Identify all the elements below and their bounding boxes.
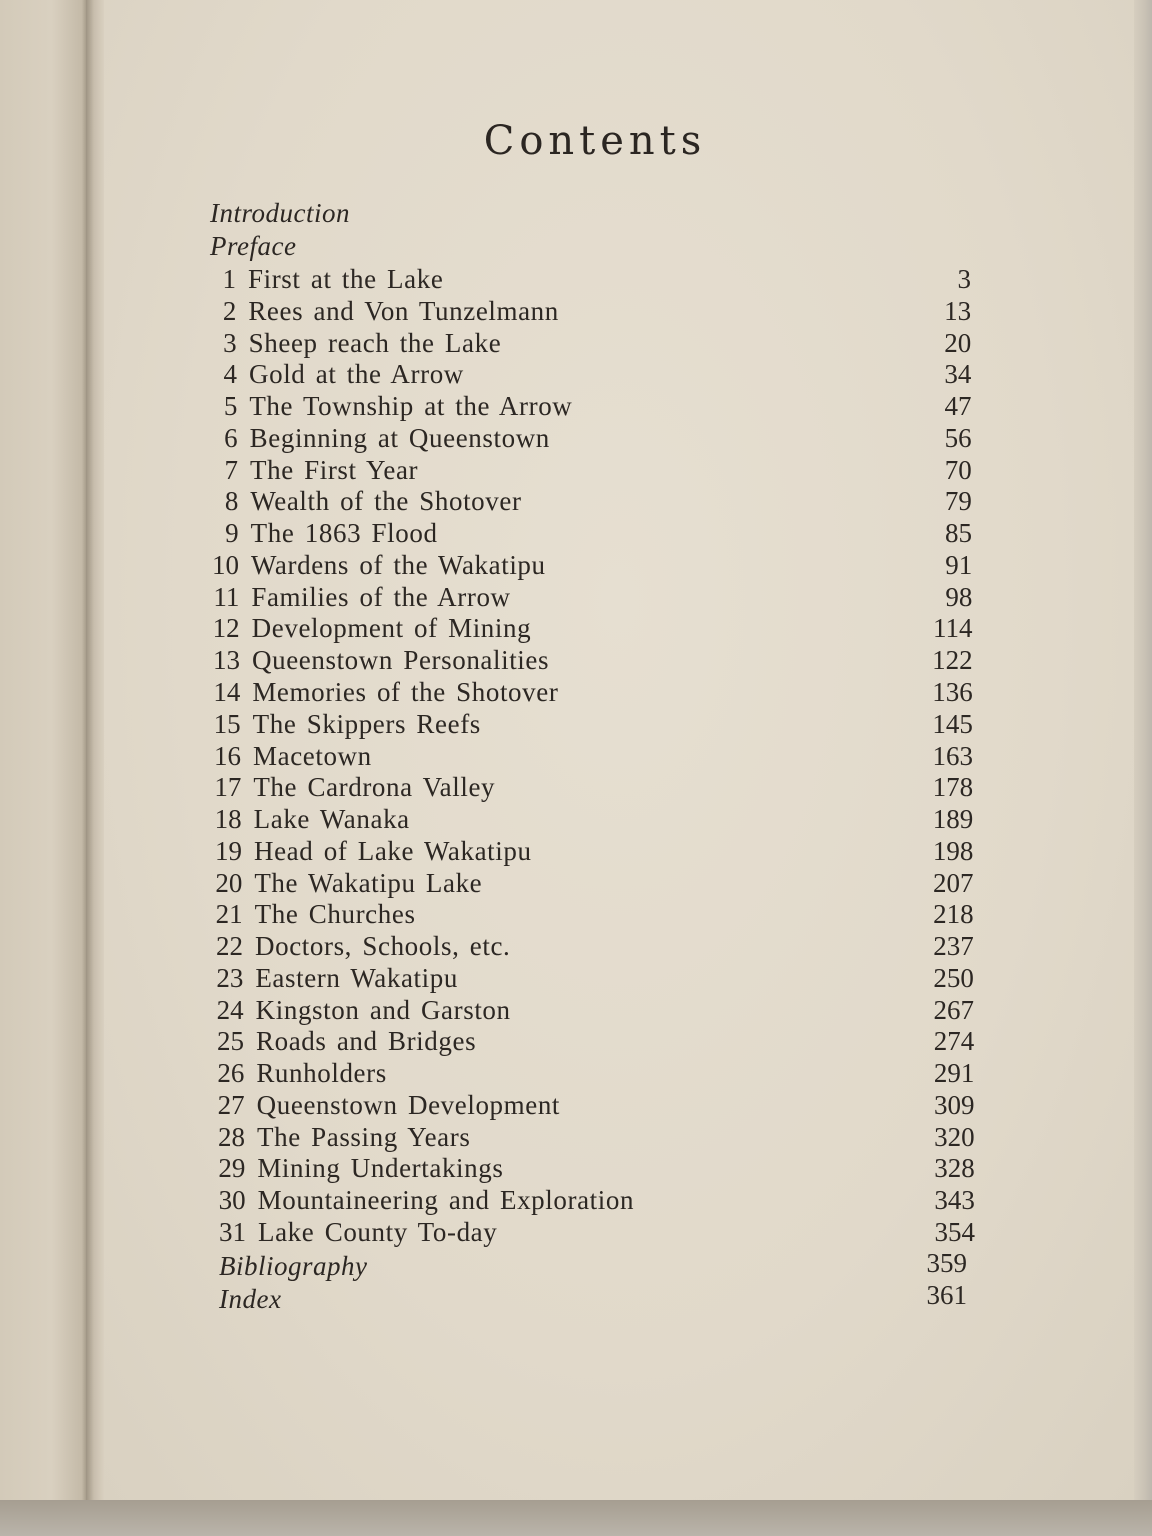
chapter-number: 23: [216, 962, 244, 993]
chapter-page-number: 98: [945, 581, 973, 612]
chapter-page-number: 189: [932, 804, 974, 835]
toc-row: [209, 359, 979, 391]
chapter-number: 22: [216, 931, 243, 962]
chapter-page-number: 328: [934, 1153, 975, 1184]
chapter-number: 30: [218, 1185, 246, 1216]
chapter-title: Gold at the Arrow: [249, 359, 464, 390]
chapter-page-number: 79: [944, 486, 972, 517]
chapter-title: Doctors, Schools, etc.: [255, 931, 511, 962]
chapter-number: 7: [224, 454, 238, 485]
chapter-title: Lake County To-day: [258, 1217, 498, 1247]
toc-row: [212, 613, 982, 645]
toc-row: [213, 741, 983, 773]
chapter-number: 4: [223, 359, 237, 390]
chapter-number: 16: [214, 740, 241, 771]
chapter-page-number: 320: [934, 1121, 975, 1152]
chapter-title: Beginning at Queenstown: [249, 422, 550, 453]
chapter-number: 18: [214, 804, 242, 835]
chapter-page-number: 56: [944, 422, 972, 453]
chapter-title: Rees and Von Tunzelmann: [248, 295, 559, 326]
toc-row: [217, 1122, 987, 1154]
chapter-page-number: 250: [933, 962, 974, 993]
chapter-number: 6: [224, 422, 238, 453]
chapter-page-number: 13: [944, 295, 972, 326]
chapter-number: 1: [222, 264, 236, 294]
chapter-title: Development of Mining: [251, 613, 532, 644]
chapter-number: 11: [213, 581, 240, 612]
chapter-title: The Cardrona Valley: [253, 772, 496, 803]
chapter-title: Mining Undertakings: [257, 1153, 504, 1184]
chapter-page-number: 309: [933, 1089, 975, 1120]
toc-row: [218, 1217, 988, 1249]
chapter-number: 17: [214, 772, 242, 803]
chapter-number: 15: [213, 708, 241, 739]
chapter-page-number: 91: [945, 549, 973, 580]
toc-bibliography: Bibliography: [219, 1251, 368, 1281]
chapter-page-number: 274: [933, 1026, 975, 1057]
chapter-title: Sheep reach the Lake: [248, 327, 502, 358]
toc-row: [217, 1153, 987, 1185]
chapter-title: Queenstown Personalities: [252, 645, 550, 676]
chapter-title: The Skippers Reefs: [252, 708, 481, 739]
toc-row: [211, 582, 981, 614]
toc-row: [216, 1058, 986, 1090]
toc-row: [208, 264, 978, 296]
chapter-number: 3: [223, 327, 237, 358]
toc-row: [210, 423, 980, 455]
chapter-number: 21: [215, 899, 243, 930]
chapter-page-number: 237: [933, 931, 974, 962]
toc-row: [216, 995, 986, 1027]
toc-row: [217, 1090, 987, 1122]
chapter-number: 19: [215, 835, 242, 866]
chapter-title: Memories of the Shotover: [252, 676, 559, 707]
chapter-page-number: 354: [934, 1217, 975, 1247]
toc-row: [210, 486, 980, 518]
chapter-title: The Churches: [254, 899, 416, 930]
chapter-title: Wealth of the Shotover: [250, 486, 522, 517]
chapter-title: Eastern Wakatipu: [255, 962, 458, 993]
chapter-number: 12: [212, 613, 240, 644]
chapter-page-number: 198: [932, 835, 974, 866]
toc-row: [215, 931, 985, 963]
chapter-number: 27: [217, 1089, 245, 1120]
toc-row: [214, 804, 984, 836]
chapter-title: Roads and Bridges: [256, 1026, 477, 1057]
toc-introduction: Introduction: [210, 198, 350, 228]
chapter-page-number: 47: [944, 391, 972, 422]
chapter-page-number: 267: [933, 994, 975, 1025]
chapter-number: 25: [217, 1026, 244, 1057]
toc-row: [212, 677, 982, 709]
chapter-page-number: 85: [945, 518, 973, 549]
chapter-title: Kingston and Garston: [255, 994, 511, 1025]
chapter-title: The 1863 Flood: [250, 518, 438, 549]
chapter-page-number: 163: [932, 740, 973, 771]
toc-row: [215, 899, 985, 931]
toc-row: [210, 455, 980, 487]
toc-row: [214, 868, 984, 900]
chapter-number: 31: [219, 1217, 246, 1247]
toc-row: [208, 296, 978, 328]
toc-row: [211, 550, 981, 582]
chapter-number: 20: [215, 867, 243, 898]
chapter-title: Runholders: [256, 1058, 387, 1089]
toc-row: [215, 963, 985, 995]
chapter-title: The Wakatipu Lake: [254, 867, 483, 898]
chapter-page-number: 136: [932, 676, 973, 707]
chapter-page-number: 122: [932, 645, 973, 676]
toc-preface: Preface: [210, 231, 297, 261]
toc-row: [213, 772, 983, 804]
toc-row: [214, 836, 984, 868]
chapter-title: Queenstown Development: [256, 1089, 561, 1120]
chapter-title: Mountaineering and Exploration: [257, 1185, 635, 1216]
chapter-page-number: 178: [932, 772, 974, 803]
chapter-number: 8: [224, 486, 239, 517]
chapter-page-number: 291: [933, 1058, 975, 1089]
chapter-number: 2: [222, 295, 237, 326]
chapter-number: 10: [212, 549, 239, 580]
chapter-page-number: 20: [944, 327, 972, 358]
toc-bibliography-page: 359: [926, 1248, 967, 1278]
toc-row: [216, 1026, 986, 1058]
toc-row: [212, 645, 982, 677]
toc-row: [218, 1185, 988, 1217]
chapter-title: The Township at the Arrow: [249, 391, 573, 422]
chapter-number: 29: [218, 1153, 246, 1184]
chapter-number: 13: [213, 645, 240, 676]
chapter-page-number: 34: [944, 359, 972, 390]
chapter-page-number: 114: [932, 613, 973, 644]
chapter-page-number: 343: [934, 1185, 975, 1216]
toc-row: [211, 518, 981, 550]
chapter-number: 28: [218, 1121, 245, 1152]
chapter-title: The Passing Years: [257, 1121, 471, 1152]
chapter-page-number: 218: [933, 899, 974, 930]
chapter-page-number: 207: [933, 867, 974, 898]
toc-index: Index: [219, 1284, 282, 1314]
chapter-title: Wardens of the Wakatipu: [251, 549, 546, 580]
toc-row: [213, 709, 983, 741]
chapter-number: 24: [216, 994, 244, 1025]
chapter-title: Families of the Arrow: [251, 581, 511, 612]
chapter-number: 26: [217, 1058, 245, 1089]
chapter-title: Lake Wanaka: [253, 804, 410, 835]
chapter-title: Macetown: [253, 740, 372, 771]
chapter-page-number: 70: [944, 454, 972, 485]
chapter-page-number: 3: [957, 264, 971, 294]
toc-row: [209, 391, 979, 423]
page-title: Contents: [483, 118, 707, 164]
chapter-number: 5: [223, 391, 238, 422]
chapter-title: The First Year: [250, 454, 419, 485]
chapter-number: 9: [225, 518, 239, 549]
chapter-number: 14: [213, 676, 241, 707]
chapter-title: Head of Lake Wakatipu: [254, 835, 532, 866]
chapter-title: First at the Lake: [248, 264, 444, 294]
toc-row: [209, 328, 979, 360]
chapter-page-number: 145: [932, 708, 973, 739]
toc-index-page: 361: [926, 1280, 967, 1310]
